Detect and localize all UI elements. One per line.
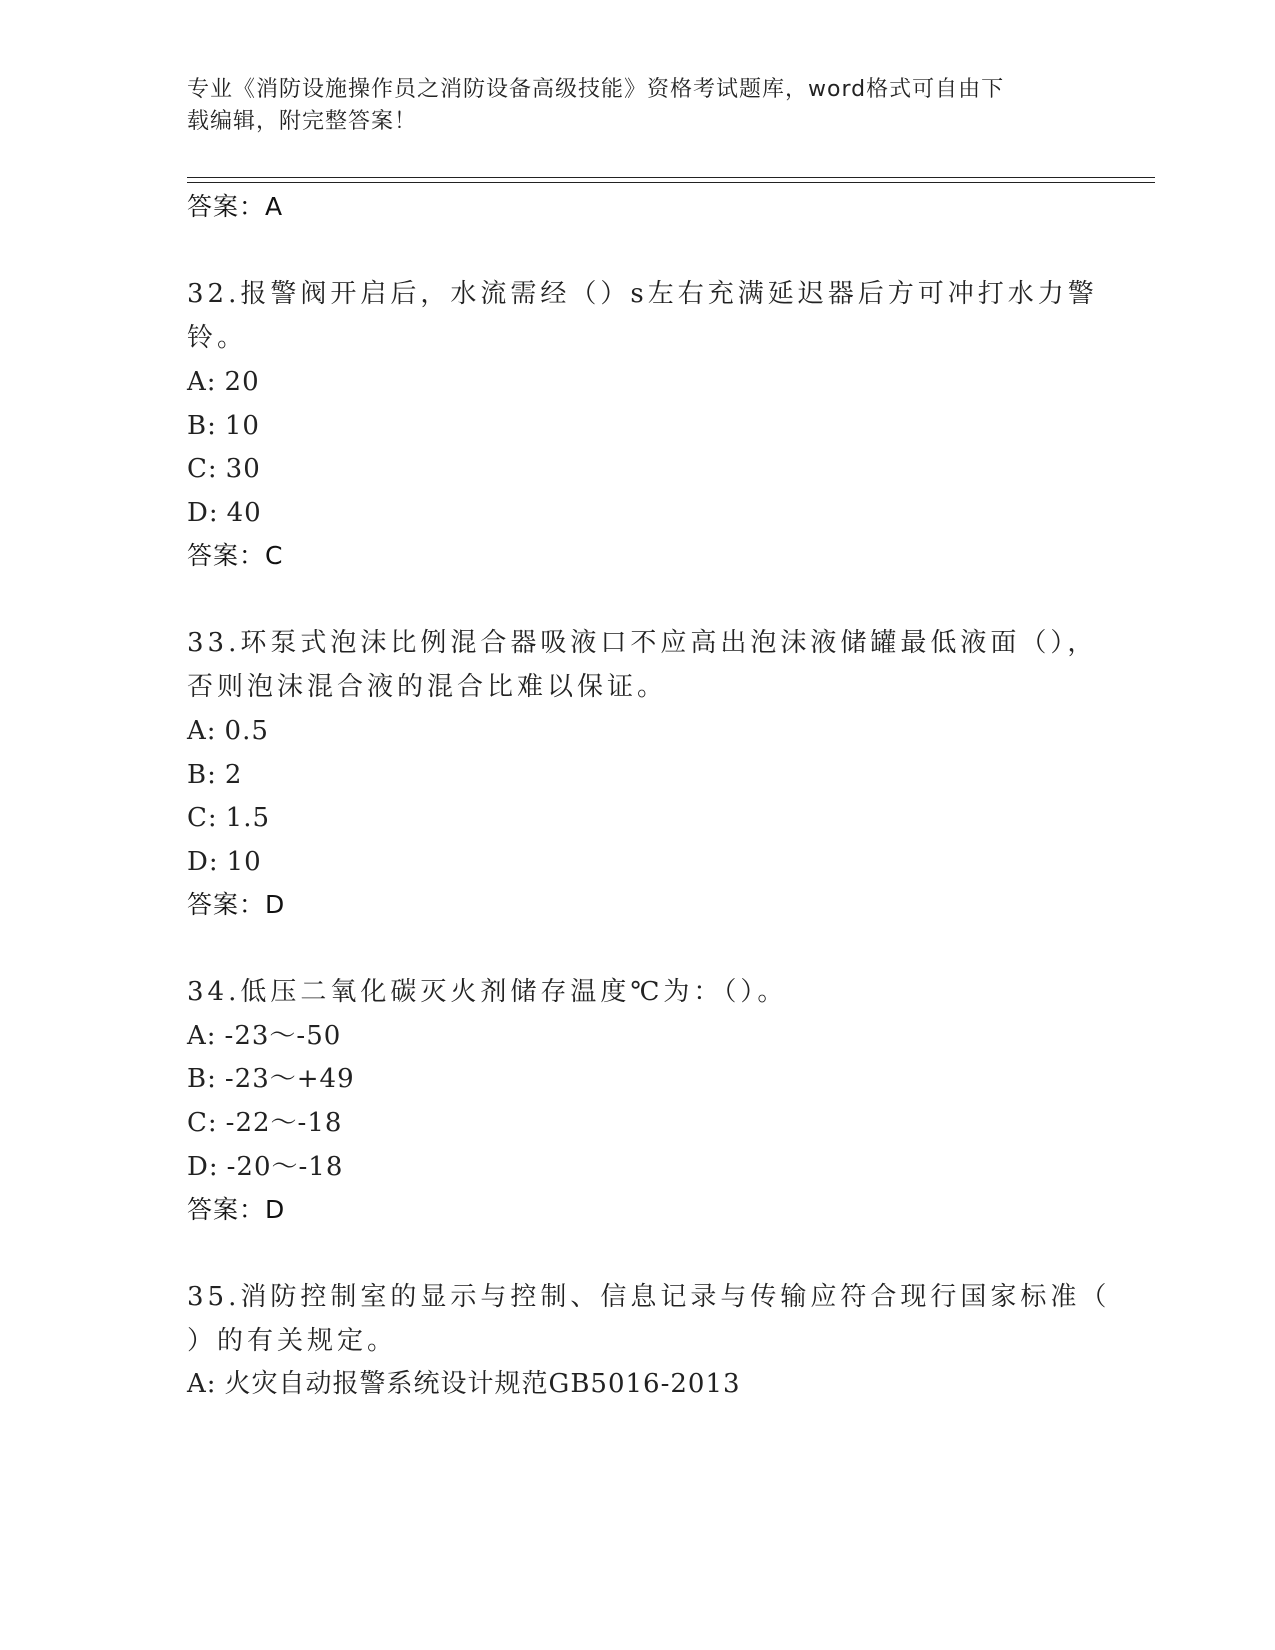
header-divider-top: [187, 177, 1155, 178]
option-d: D: 10: [187, 847, 262, 877]
option-a: A: 火灾自动报警系统设计规范GB5016-2013: [187, 1369, 741, 1399]
header-line-2: 载编辑，附完整答案！: [187, 109, 418, 134]
question-text: 32.报警阀开启后，水流需经（）s左右充满延迟器后方可冲打水力警: [187, 279, 1098, 309]
question-text-continued: 否则泡沫混合液的混合比难以保证。: [187, 672, 668, 702]
option-c: C: 30: [187, 454, 261, 484]
option-a: A: -23～-50: [187, 1021, 342, 1051]
question-text-continued: 铃。: [187, 323, 248, 353]
option-c: C: 1.5: [187, 803, 271, 833]
answer-label: 答案：D: [187, 890, 286, 919]
option-d: D: 40: [187, 498, 262, 528]
option-a: A: 20: [187, 367, 260, 397]
question-text: 33.环泵式泡沫比例混合器吸液口不应高出泡沫液储罐最低液面（），: [187, 628, 1098, 658]
answer-label: 答案：A: [187, 192, 284, 221]
answer-label: 答案：D: [187, 1195, 286, 1224]
question-text: 34.低压二氧化碳灭火剂储存温度℃为：（）。: [187, 977, 788, 1007]
question-text: 35.消防控制室的显示与控制、信息记录与传输应符合现行国家标准（: [187, 1282, 1111, 1312]
option-b: B: 2: [187, 760, 243, 790]
option-b: B: -23～+49: [187, 1064, 355, 1094]
option-d: D: -20～-18: [187, 1152, 344, 1182]
question-text-continued: ）的有关规定。: [187, 1326, 398, 1356]
option-c: C: -22～-18: [187, 1108, 343, 1138]
header-line-1: 专业《消防设施操作员之消防设备高级技能》资格考试题库，word格式可自由下: [187, 77, 1005, 102]
option-a: A: 0.5: [187, 716, 269, 746]
header-divider-bottom: [187, 182, 1155, 183]
document-header: [187, 74, 1067, 138]
answer-label: 答案：C: [187, 541, 284, 570]
option-b: B: 10: [187, 411, 260, 441]
